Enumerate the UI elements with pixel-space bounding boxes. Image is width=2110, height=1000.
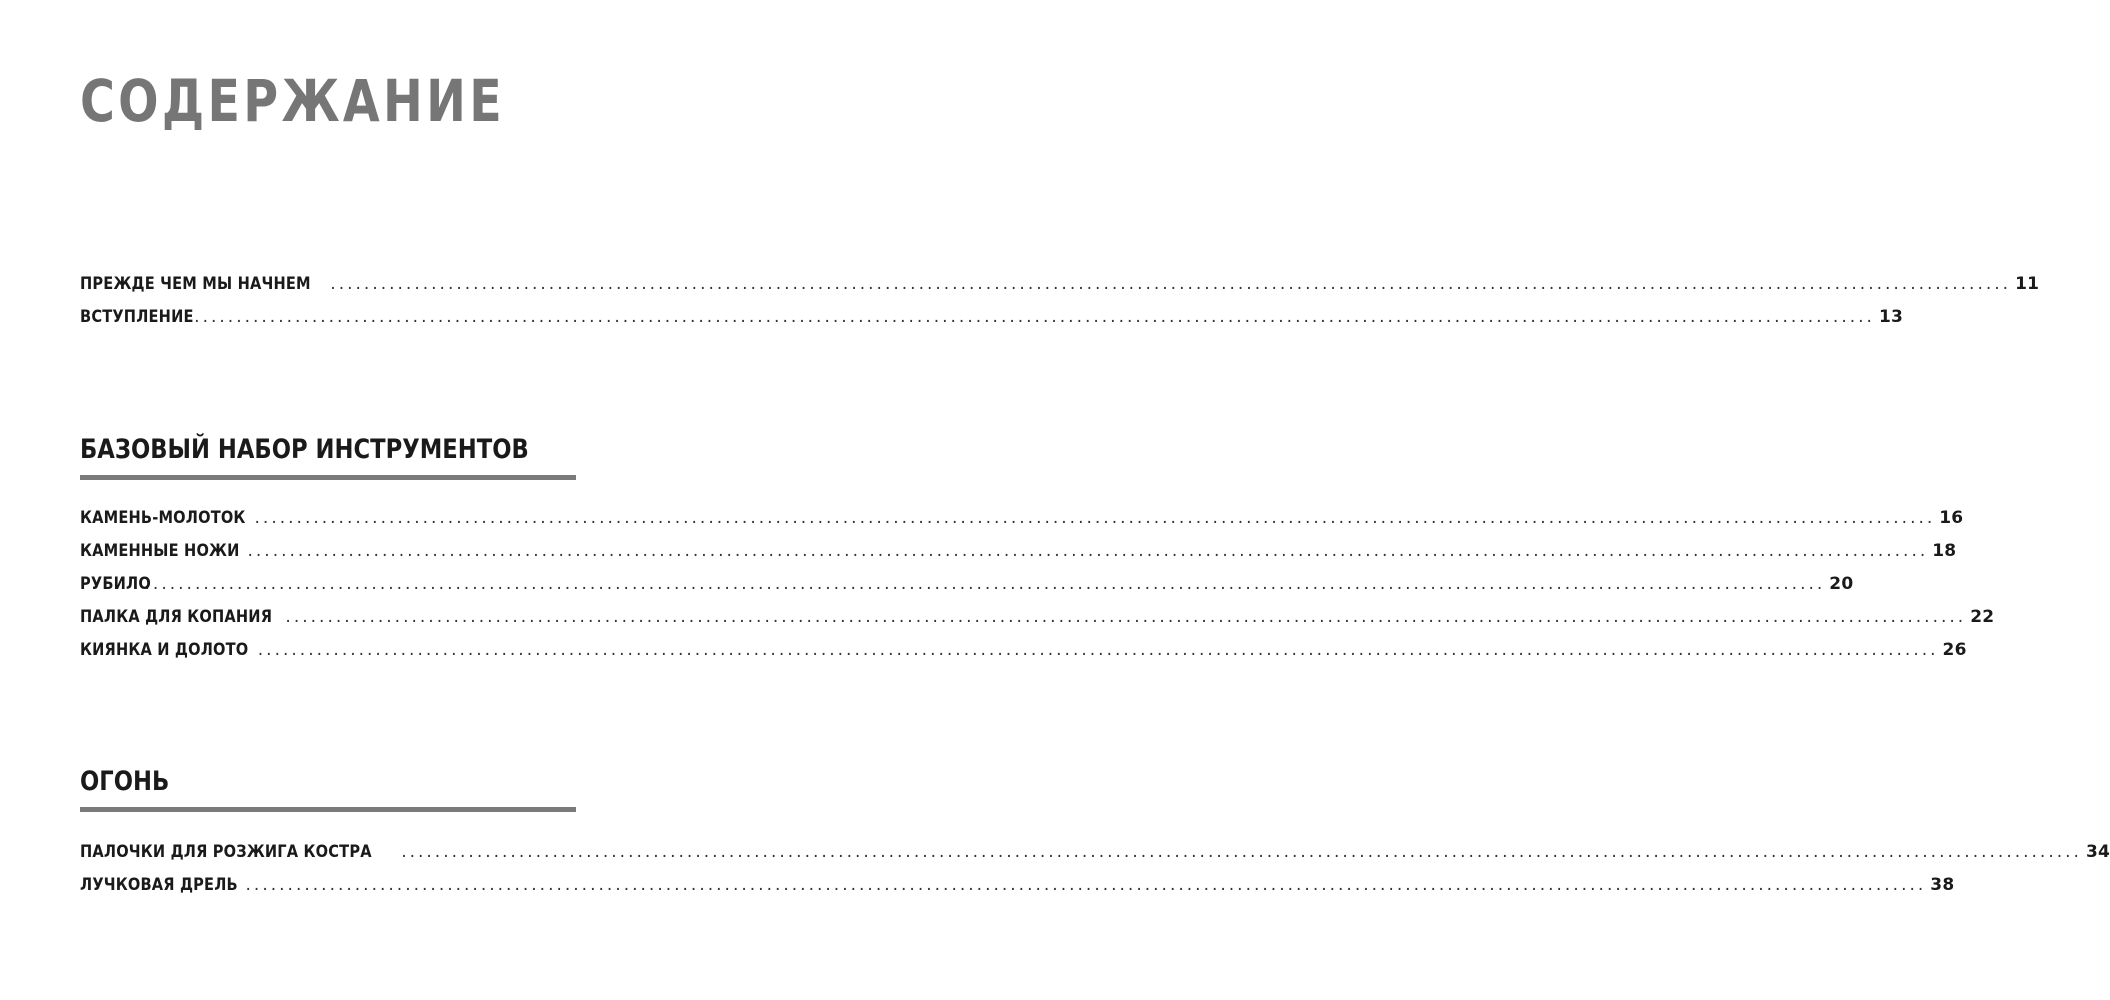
toc-intro-list xyxy=(80,268,2040,334)
dot-leader: ........................................................................................................................................................................................................ xyxy=(245,875,1927,895)
dot-leader: ........................................................................................................................................................................................................ xyxy=(194,307,1875,327)
toc-entry[interactable] xyxy=(80,601,1995,634)
section-heading: БАЗОВЫЙ НАБОР ИНСТРУМЕНТОВ xyxy=(80,434,529,465)
section-divider xyxy=(80,475,576,480)
toc-entry[interactable] xyxy=(80,568,1854,601)
section-header xyxy=(80,768,576,812)
toc-entry[interactable] xyxy=(80,535,1957,568)
toc-entry-label: РУБИЛО xyxy=(80,574,151,594)
toc-entry-label: ПАЛОЧКИ ДЛЯ РОЗЖИГА КОСТРА xyxy=(80,842,372,862)
toc-entry-label: ЛУЧКОВАЯ ДРЕЛЬ xyxy=(80,875,238,895)
toc-entry-label: ВСТУПЛЕНИЕ xyxy=(80,307,194,327)
toc-entry[interactable] xyxy=(80,634,1967,667)
toc-entry-label: КИЯНКА И ДОЛОТО xyxy=(80,640,249,660)
toc-entry-page: 20 xyxy=(1829,574,1854,594)
toc-entry-page: 38 xyxy=(1930,875,1955,895)
toc-section-list xyxy=(80,836,2110,902)
toc-entry[interactable] xyxy=(80,869,1955,902)
toc-entry-label: КАМЕНЬ-МОЛОТОК xyxy=(80,508,246,528)
dot-leader: ........................................................................................................................................................................................................ xyxy=(330,274,2012,294)
section-header xyxy=(80,436,576,480)
dot-leader: ........................................................................................................................................................................................................ xyxy=(247,541,1929,561)
dot-leader: ........................................................................................................................................................................................................ xyxy=(254,508,1936,528)
dot-leader: ........................................................................................................................................................................................................ xyxy=(144,574,1826,594)
toc-entry-page: 16 xyxy=(1939,508,1964,528)
toc-section-list xyxy=(80,502,1995,667)
toc-entry-page: 34 xyxy=(2085,842,2110,862)
toc-entry[interactable] xyxy=(80,301,1903,334)
dot-leader: ........................................................................................................................................................................................................ xyxy=(401,842,2082,862)
page-title: СОДЕРЖАНИЕ xyxy=(80,67,505,135)
dot-leader: ........................................................................................................................................................................................................ xyxy=(285,607,1967,627)
dot-leader: ........................................................................................................................................................................................................ xyxy=(257,640,1939,660)
toc-entry-label: ПРЕЖДЕ ЧЕМ МЫ НАЧНЕМ xyxy=(80,274,311,294)
toc-entry[interactable] xyxy=(80,836,2110,869)
toc-entry-page: 13 xyxy=(1878,307,1903,327)
toc-entry[interactable] xyxy=(80,502,1964,535)
section-heading: ОГОНЬ xyxy=(80,766,170,797)
section-divider xyxy=(80,807,576,812)
toc-entry-page: 26 xyxy=(1942,640,1967,660)
toc-entry-page: 18 xyxy=(1932,541,1957,561)
toc-entry[interactable] xyxy=(80,268,2040,301)
toc-entry-page: 11 xyxy=(2015,274,2040,294)
toc-entry-label: КАМЕННЫЕ НОЖИ xyxy=(80,541,240,561)
toc-entry-label: ПАЛКА ДЛЯ КОПАНИЯ xyxy=(80,607,273,627)
toc-entry-page: 22 xyxy=(1970,607,1995,627)
